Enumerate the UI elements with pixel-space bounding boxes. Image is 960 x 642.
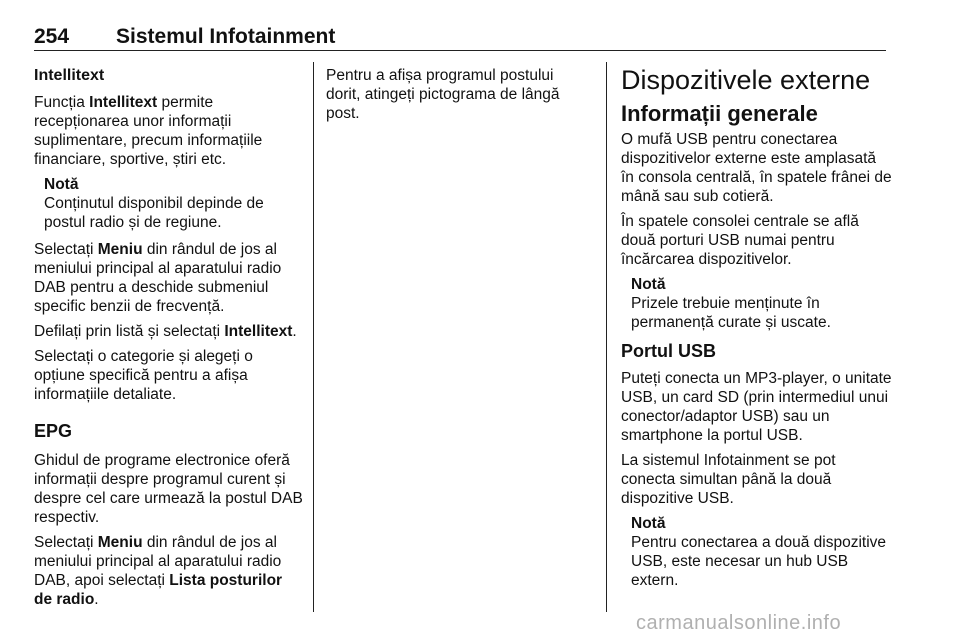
column-left — [34, 66, 304, 615]
column-divider — [313, 62, 314, 612]
text: permite recepționarea unor informații suplimentare, precum informațiile financiare, sportive, știri etc. — [34, 94, 263, 168]
note-text: Pentru conectarea a două dispozitive USB, este necesar un hub USB extern. — [631, 534, 887, 589]
bold-term: Meniu — [97, 241, 143, 258]
column-divider — [606, 62, 607, 612]
note-box — [631, 514, 893, 590]
text: Selectați — [34, 534, 98, 551]
paragraph: În spatele consolei centrale se află două porturi USB numai pentru încărcarea dispozitivelor. — [621, 213, 859, 268]
subsection-title: Informații generale — [621, 101, 818, 126]
text: Selectați — [34, 241, 98, 258]
watermark: carmanualsonline.info — [636, 612, 842, 634]
section-title: Sistemul Infotainment — [116, 25, 336, 48]
paragraph: La sistemul Infotainment se pot conecta simultan până la două dispozitive USB. — [621, 452, 836, 507]
heading-epg: EPG — [34, 421, 73, 441]
page-number: 254 — [34, 25, 70, 48]
paragraph: Pentru a afișa programul postului dorit, atingeți pictograma de lângă post. — [326, 67, 560, 122]
bold-term: Lista posturilor de radio — [34, 572, 283, 608]
text: Defilați prin listă și selectați — [34, 323, 225, 340]
bold-term: Meniu — [97, 534, 143, 551]
note-text: Conținutul disponibil depinde de postul radio și de regiune. — [44, 195, 264, 231]
text: . — [94, 591, 99, 608]
text: din rândul de jos al meniului principal al aparatului radio DAB, apoi selectați — [34, 534, 282, 589]
note-box — [44, 175, 304, 232]
note-box — [631, 275, 893, 332]
column-right — [621, 64, 893, 598]
text: . — [292, 323, 297, 340]
column-middle — [326, 66, 586, 129]
paragraph: Puteți conecta un MP3-player, o unitate USB, un card SD (prin intermediul unui conector/adaptor USB) sau un smartphone la portul USB. — [621, 370, 892, 444]
paragraph — [34, 93, 304, 169]
paragraph: O mufă USB pentru conectarea dispozitivelor externe este amplasată în consola centrală, în spatele frânei de mână sau sub cotieră. — [621, 131, 892, 205]
bold-term: Intellitext — [89, 94, 158, 111]
text: Funcția — [34, 94, 90, 111]
heading-intellitext: Intellitext — [34, 67, 105, 84]
paragraph — [34, 533, 304, 609]
bold-term: Intellitext — [224, 323, 293, 340]
note-label: Notă — [631, 276, 666, 293]
page-header — [34, 22, 886, 51]
text: din rândul de jos al meniului principal al aparatului radio DAB pentru a deschide submeniul specific benzii de frecvență. — [34, 241, 282, 315]
chapter-title: Dispozitivele externe — [621, 65, 871, 95]
note-label: Notă — [631, 515, 666, 532]
paragraph — [34, 240, 304, 316]
paragraph: Ghidul de programe electronice oferă informații despre programul curent și despre cel care urmează la postul DAB respectiv. — [34, 452, 303, 526]
heading-usb-port: Portul USB — [621, 341, 717, 361]
note-text: Prizele trebuie menținute în permanență curate și uscate. — [631, 295, 831, 331]
note-label: Notă — [44, 176, 79, 193]
paragraph: Selectați o categorie și alegeți o opțiune specifică pentru a afișa informațiile detaliate. — [34, 348, 253, 403]
paragraph — [34, 322, 304, 341]
